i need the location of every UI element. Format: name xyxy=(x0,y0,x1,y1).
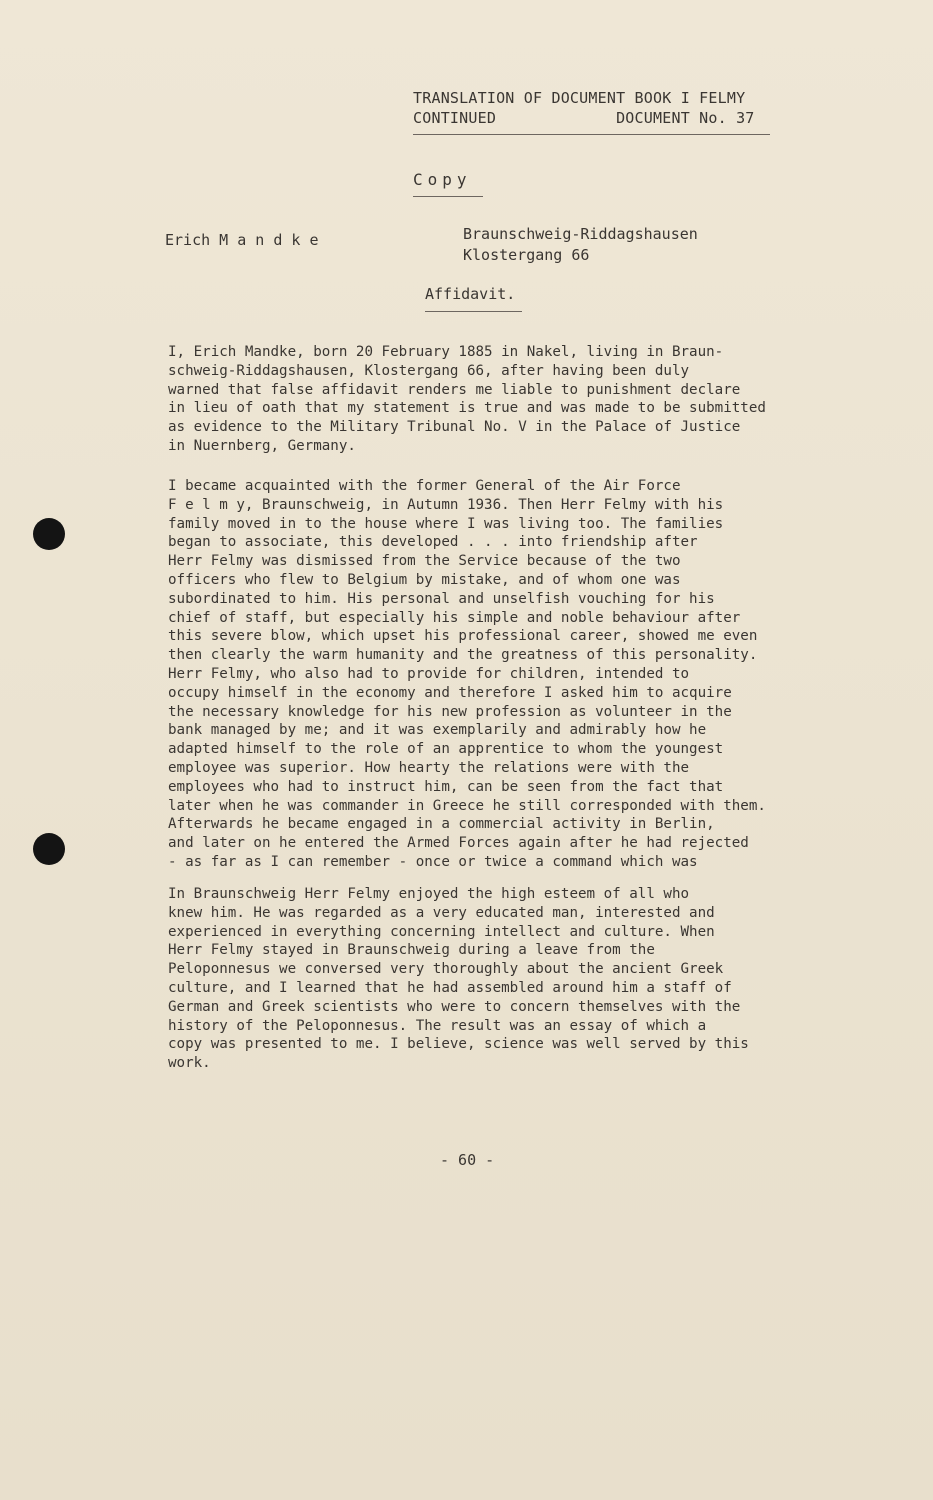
paragraph-2 xyxy=(168,477,848,872)
punch-hole-bottom xyxy=(33,833,65,865)
text-line: bank managed by me; and it was exemplarily and admirably how he xyxy=(168,722,707,739)
document-title: Affidavit. xyxy=(425,285,516,303)
text-line: schweig-Riddagshausen, Klostergang 66, after having been duly xyxy=(168,362,690,379)
text-line: officers who flew to Belgium by mistake, and of whom one was xyxy=(168,571,681,588)
text-line: Herr Felmy stayed in Braunschweig during a leave from the xyxy=(168,942,655,959)
header-rule xyxy=(413,134,770,135)
address-line-1: Braunschweig-Riddagshausen xyxy=(463,225,698,243)
text-line: history of the Peloponnesus. The result was an essay of which a xyxy=(168,1017,707,1034)
copy-rule xyxy=(413,196,483,197)
page-number: - 60 - xyxy=(440,1151,495,1169)
text-line: family moved in to the house where I was living too. The families xyxy=(168,515,724,532)
title-rule xyxy=(425,311,522,312)
text-line: German and Greek scientists who were to concern themselves with the xyxy=(168,998,741,1015)
text-line: I became acquainted with the former General of the Air Force xyxy=(168,478,681,494)
header-line-2: CONTINUED DOCUMENT No. 37 xyxy=(413,109,755,127)
text-line: and later on he entered the Armed Forces again after he had rejected xyxy=(168,835,749,852)
punch-hole-top xyxy=(33,518,65,550)
text-line: I, Erich Mandke, born 20 February 1885 in Nakel, living in Braun- xyxy=(168,344,724,360)
header-line-1: TRANSLATION OF DOCUMENT BOOK I FELMY xyxy=(413,89,746,107)
text-line: began to associate, this developed . . . into friendship after xyxy=(168,534,698,551)
text-line: this severe blow, which upset his professional career, showed me even xyxy=(168,628,758,645)
text-line: subordinated to him. His personal and unselfish vouching for his xyxy=(168,590,715,607)
paragraph-3 xyxy=(168,885,848,1073)
text-line: knew him. He was regarded as a very educated man, interested and xyxy=(168,904,715,921)
text-line: chief of staff, but especially his simple and noble behaviour after xyxy=(168,609,741,626)
text-line: Afterwards he became engaged in a commercial activity in Berlin, xyxy=(168,816,715,833)
copy-label: Copy xyxy=(413,170,472,189)
text-line: In Braunschweig Herr Felmy enjoyed the high esteem of all who xyxy=(168,886,690,902)
text-line: Herr Felmy, who also had to provide for children, intended to xyxy=(168,665,690,682)
text-line: Herr Felmy was dismissed from the Service because of the two xyxy=(168,553,681,570)
text-line: warned that false affidavit renders me liable to punishment declare xyxy=(168,381,741,398)
text-line: then clearly the warm humanity and the greatness of this personality. xyxy=(168,647,758,664)
paragraph-1 xyxy=(168,343,848,456)
text-line: the necessary knowledge for his new profession as volunteer in the xyxy=(168,703,732,720)
text-line: copy was presented to me. I believe, science was well served by this xyxy=(168,1036,749,1053)
text-line: - as far as I can remember - once or twice a command which was xyxy=(168,853,698,870)
text-line: occupy himself in the economy and therefore I asked him to acquire xyxy=(168,684,732,701)
text-line: experienced in everything concerning intellect and culture. When xyxy=(168,923,715,940)
text-line: later when he was commander in Greece he still corresponded with them. xyxy=(168,797,766,814)
text-line: employee was superior. How hearty the relations were with the xyxy=(168,759,690,776)
affiant-name: Erich M a n d k e xyxy=(165,231,319,249)
text-line: adapted himself to the role of an apprentice to whom the youngest xyxy=(168,741,724,758)
text-line: in Nuernberg, Germany. xyxy=(168,437,356,454)
text-line: F e l m y, Braunschweig, in Autumn 1936. Then Herr Felmy with his xyxy=(168,496,724,513)
text-line: work. xyxy=(168,1055,211,1072)
text-line: culture, and I learned that he had assembled around him a staff of xyxy=(168,979,732,996)
address-line-2: Klostergang 66 xyxy=(463,246,590,264)
text-line: as evidence to the Military Tribunal No. V in the Palace of Justice xyxy=(168,419,741,436)
text-line: employees who had to instruct him, can be seen from the fact that xyxy=(168,778,724,795)
text-line: Peloponnesus we conversed very thoroughly about the ancient Greek xyxy=(168,961,724,978)
text-line: in lieu of oath that my statement is true and was made to be submitted xyxy=(168,400,766,417)
